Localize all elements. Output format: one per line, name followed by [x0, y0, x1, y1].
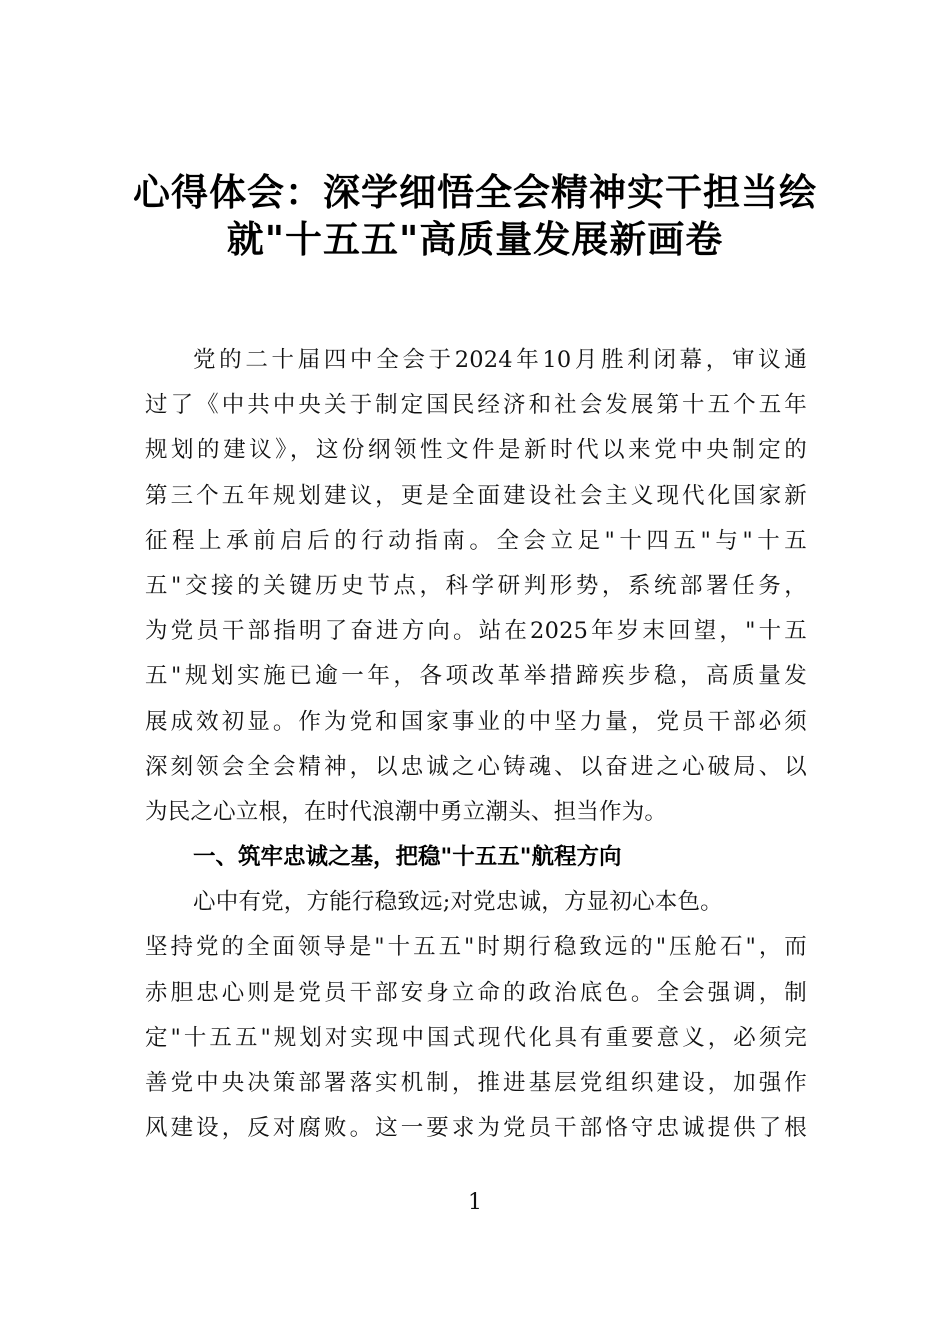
paragraph-line: 过了《中共中央关于制定国民经济和社会发展第十五个五年 — [145, 392, 807, 419]
document-body — [145, 338, 807, 1151]
paragraph-line: 五"规划实施已逾一年，各项改革举措蹄疾步稳，高质量发 — [145, 663, 807, 690]
paragraph-line: 为民之心立根，在时代浪潮中勇立潮头、担当作为。 — [145, 798, 668, 825]
document-title-line-2: 就"十五五"高质量发展新画卷 — [226, 218, 724, 261]
paragraph-line: 深刻领会全会精神，以忠诚之心铸魂、以奋进之心破局、以 — [145, 753, 807, 780]
paragraph-line: 定"十五五"规划对实现中国式现代化具有重要意义，必须完 — [145, 1024, 807, 1051]
paragraph-line: 征程上承前启后的行动指南。全会立足"十四五"与"十五 — [145, 527, 807, 554]
paragraph-line: 五"交接的关键历史节点，科学研判形势，系统部署任务， — [145, 572, 807, 599]
paragraph-line: 坚持党的全面领导是"十五五"时期行稳致远的"压舱石"，而 — [145, 934, 807, 961]
paragraph-line: 第三个五年规划建议，更是全面建设社会主义现代化国家新 — [145, 482, 807, 509]
paragraph-line: 风建设，反对腐败。这一要求为党员干部恪守忠诚提供了根 — [145, 1115, 807, 1142]
paragraph-line: 党的二十届四中全会于2024年10月胜利闭幕，审议通 — [193, 347, 807, 373]
paragraph-line: 规划的建议》，这份纲领性文件是新时代以来党中央制定的 — [145, 437, 807, 464]
paragraph-line: 善党中央决策部署落实机制，推进基层党组织建设，加强作 — [145, 1070, 807, 1096]
page-number: 1 — [468, 1190, 482, 1215]
document-title-line-1: 心得体会：深学细悟全会精神实干担当绘 — [133, 171, 817, 214]
paragraph-line: 赤胆忠心则是党员干部安身立命的政治底色。全会强调，制 — [145, 979, 807, 1006]
paragraph-line: 为党员干部指明了奋进方向。站在2025年岁末回望，"十五 — [145, 618, 807, 645]
paragraph-line: 展成效初显。作为党和国家事业的中坚力量，党员干部必须 — [145, 708, 807, 735]
section-heading: 一、筑牢忠诚之基，把稳"十五五"航程方向 — [193, 844, 622, 871]
paragraph-line: 心中有党，方能行稳致远;对党忠诚，方显初心本色。 — [193, 889, 723, 916]
